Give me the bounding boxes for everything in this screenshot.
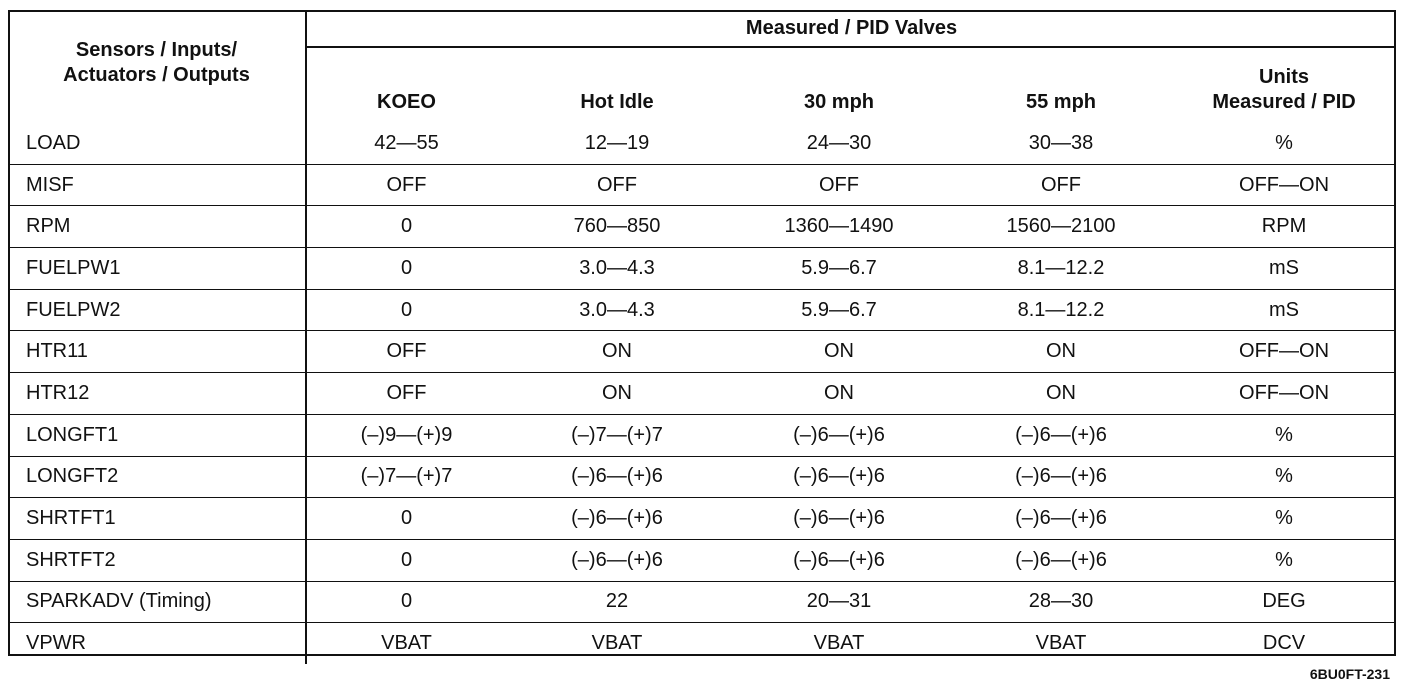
55-mph-value: 8.1—12.2: [950, 289, 1172, 331]
hot-idle-value: (–)6—(+)6: [506, 456, 728, 498]
units-value: mS: [1172, 289, 1396, 331]
units-value: DEG: [1172, 581, 1396, 623]
30-mph-value: (–)6—(+)6: [728, 498, 950, 540]
table-row: [8, 248, 1396, 290]
30-mph-value: 1360—1490: [728, 206, 950, 248]
55-mph-value: 8.1—12.2: [950, 248, 1172, 290]
row-label: LONGFT1: [8, 414, 306, 456]
koeo-value: 0: [306, 206, 506, 248]
hot-idle-value: OFF: [506, 164, 728, 206]
row-label: RPM: [8, 206, 306, 248]
units-value: RPM: [1172, 206, 1396, 248]
column-header-units: [1172, 47, 1396, 123]
table-row: [8, 456, 1396, 498]
55-mph-value: (–)6—(+)6: [950, 539, 1172, 581]
koeo-value: 0: [306, 498, 506, 540]
table-row: [8, 331, 1396, 373]
30-mph-value: 20—31: [728, 581, 950, 623]
table-row: [8, 164, 1396, 206]
55-mph-value: OFF: [950, 164, 1172, 206]
30-mph-value: (–)6—(+)6: [728, 414, 950, 456]
units-value: DCV: [1172, 623, 1396, 664]
units-value: OFF—ON: [1172, 373, 1396, 415]
55-mph-value: (–)6—(+)6: [950, 456, 1172, 498]
55-mph-value: (–)6—(+)6: [950, 414, 1172, 456]
55-mph-value: 28—30: [950, 581, 1172, 623]
units-header-line2: Measured / PID: [1212, 91, 1356, 113]
koeo-value: OFF: [306, 331, 506, 373]
koeo-value: OFF: [306, 164, 506, 206]
table-row: [8, 373, 1396, 415]
row-label: HTR11: [8, 331, 306, 373]
row-label: MISF: [8, 164, 306, 206]
55-mph-value: 1560—2100: [950, 206, 1172, 248]
units-value: mS: [1172, 248, 1396, 290]
55-mph-value: ON: [950, 373, 1172, 415]
30-mph-value: ON: [728, 331, 950, 373]
hot-idle-value: (–)6—(+)6: [506, 539, 728, 581]
sensors-column-header: [8, 10, 306, 123]
hot-idle-value: 3.0—4.3: [506, 289, 728, 331]
units-value: OFF—ON: [1172, 331, 1396, 373]
30-mph-value: VBAT: [728, 623, 950, 664]
row-label: SHRTFT1: [8, 498, 306, 540]
koeo-value: (–)7—(+)7: [306, 456, 506, 498]
30-mph-value: (–)6—(+)6: [728, 539, 950, 581]
table-row: [8, 498, 1396, 540]
corner-label-line2: Actuators / Outputs: [63, 64, 250, 86]
units-value: %: [1172, 414, 1396, 456]
column-header-30-mph: 30 mph: [803, 91, 875, 113]
table-row: [8, 623, 1396, 664]
units-value: %: [1172, 498, 1396, 540]
30-mph-value: OFF: [728, 164, 950, 206]
55-mph-value: VBAT: [950, 623, 1172, 664]
row-label: LOAD: [8, 123, 306, 164]
table-row: [8, 123, 1396, 164]
55-mph-value: 30—38: [1028, 131, 1094, 154]
column-header-koeo: KOEO: [377, 91, 436, 113]
koeo-value: 42—55: [374, 131, 439, 154]
row-label: FUELPW1: [8, 248, 306, 290]
units-value: OFF—ON: [1172, 164, 1396, 206]
koeo-value: 0: [306, 289, 506, 331]
column-header-hot-idle: Hot Idle: [580, 91, 654, 113]
table-row: [8, 414, 1396, 456]
koeo-value: 0: [306, 581, 506, 623]
koeo-value: (–)9—(+)9: [306, 414, 506, 456]
hot-idle-value: 12—19: [584, 131, 650, 154]
30-mph-value: 5.9—6.7: [728, 289, 950, 331]
koeo-value: OFF: [306, 373, 506, 415]
hot-idle-value: 760—850: [506, 206, 728, 248]
hot-idle-value: 3.0—4.3: [506, 248, 728, 290]
row-label: VPWR: [8, 623, 306, 664]
row-label: FUELPW2: [8, 289, 306, 331]
measured-pid-group-header: Measured / PID Valves: [306, 10, 1396, 47]
30-mph-value: 5.9—6.7: [728, 248, 950, 290]
units-value: %: [1172, 456, 1396, 498]
units-value: %: [1172, 539, 1396, 581]
30-mph-value: (–)6—(+)6: [728, 456, 950, 498]
30-mph-value: ON: [728, 373, 950, 415]
row-label: LONGFT2: [8, 456, 306, 498]
table-row: [8, 539, 1396, 581]
row-label: SHRTFT2: [8, 539, 306, 581]
units-value: %: [1275, 131, 1293, 154]
corner-label-line1: Sensors / Inputs/: [75, 39, 238, 61]
table-row: [8, 289, 1396, 331]
55-mph-value: (–)6—(+)6: [950, 498, 1172, 540]
hot-idle-value: VBAT: [506, 623, 728, 664]
koeo-value: 0: [306, 539, 506, 581]
hot-idle-value: 22: [506, 581, 728, 623]
koeo-value: VBAT: [306, 623, 506, 664]
table-row: [8, 581, 1396, 623]
55-mph-value: ON: [950, 331, 1172, 373]
hot-idle-value: (–)6—(+)6: [506, 498, 728, 540]
table-body: [8, 123, 1396, 664]
row-label: HTR12: [8, 373, 306, 415]
koeo-value: 0: [306, 248, 506, 290]
row-label: SPARKADV (Timing): [8, 581, 306, 623]
units-header-line1: Units: [1259, 66, 1310, 88]
figure-id: 6BU0FT-231: [1309, 666, 1390, 682]
30-mph-value: 24—30: [806, 131, 872, 154]
column-header-55-mph: 55 mph: [1025, 91, 1097, 113]
hot-idle-value: ON: [506, 331, 728, 373]
table-row: [8, 206, 1396, 248]
hot-idle-value: (–)7—(+)7: [506, 414, 728, 456]
pid-values-table: [8, 10, 1396, 664]
hot-idle-value: ON: [506, 373, 728, 415]
